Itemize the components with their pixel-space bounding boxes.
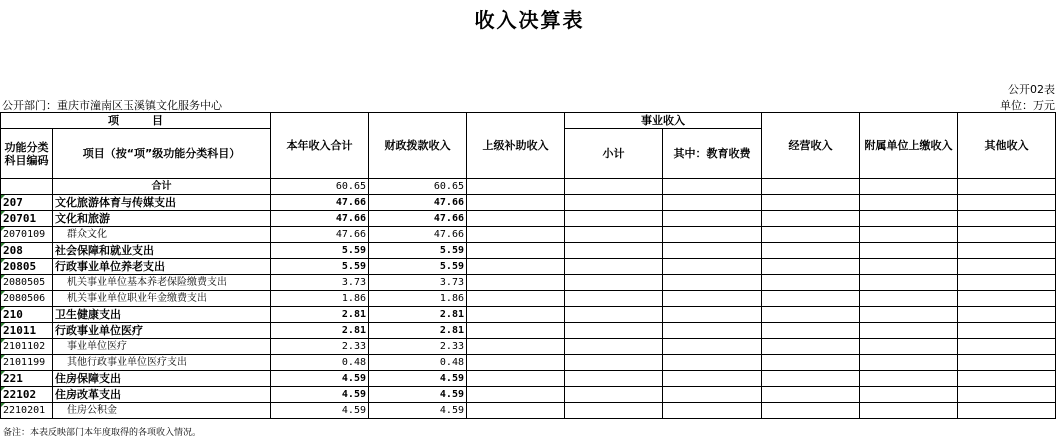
empty-cell [663, 291, 762, 307]
form-number: 公开02表 [1008, 83, 1055, 96]
row-total: 2.81 [271, 307, 369, 323]
footnote: 备注：本表反映部门本年度取得的各项收入情况。 [3, 428, 202, 438]
row-total: 2.81 [271, 323, 369, 339]
empty-cell [565, 195, 663, 211]
empty-cell [762, 307, 860, 323]
empty-cell [860, 259, 958, 275]
empty-cell [958, 403, 1056, 419]
table-body [1, 195, 1056, 419]
table-row [1, 323, 1056, 339]
empty-cell [762, 355, 860, 371]
empty-cell [663, 403, 762, 419]
empty-cell [860, 387, 958, 403]
row-name: 住房保障支出 [53, 371, 271, 387]
department-label: 公开部门：重庆市潼南区玉溪镇文化服务中心 [2, 99, 222, 112]
table-row [1, 195, 1056, 211]
empty-cell [762, 211, 860, 227]
row-name: 卫生健康支出 [53, 307, 271, 323]
row-fiscal: 4.59 [369, 387, 467, 403]
total-fiscal: 60.65 [369, 179, 467, 195]
row-total: 47.66 [271, 211, 369, 227]
table-row [1, 227, 1056, 243]
empty-cell [860, 291, 958, 307]
empty-cell [958, 371, 1056, 387]
row-code: 2210201 [1, 403, 53, 419]
row-code: 2080506 [1, 291, 53, 307]
empty-cell [565, 323, 663, 339]
row-name: 住房公积金 [53, 403, 271, 419]
row-code: 20701 [1, 211, 53, 227]
empty-cell [958, 275, 1056, 291]
empty-cell [860, 339, 958, 355]
table-row [1, 307, 1056, 323]
empty-cell [860, 403, 958, 419]
row-name: 住房改革支出 [53, 387, 271, 403]
empty-cell [663, 227, 762, 243]
row-total: 5.59 [271, 243, 369, 259]
row-name: 社会保障和就业支出 [53, 243, 271, 259]
header-other: 其他收入 [958, 113, 1056, 179]
row-name: 机关事业单位职业年金缴费支出 [53, 291, 271, 307]
empty-cell [565, 371, 663, 387]
row-name: 机关事业单位基本养老保险缴费支出 [53, 275, 271, 291]
empty-cell [467, 403, 565, 419]
row-fiscal: 5.59 [369, 243, 467, 259]
row-fiscal: 1.86 [369, 291, 467, 307]
empty-cell [762, 227, 860, 243]
unit-label: 单位：万元 [1000, 99, 1055, 112]
empty-cell [860, 371, 958, 387]
empty-cell [565, 387, 663, 403]
empty-cell [762, 339, 860, 355]
empty-cell [860, 243, 958, 259]
empty-cell [762, 403, 860, 419]
row-code: 221 [1, 371, 53, 387]
empty-cell [762, 259, 860, 275]
empty-cell [467, 323, 565, 339]
table-row [1, 291, 1056, 307]
table-row [1, 211, 1056, 227]
row-code: 2070109 [1, 227, 53, 243]
total-amount: 60.65 [271, 179, 369, 195]
row-total: 1.86 [271, 291, 369, 307]
empty-cell [762, 387, 860, 403]
header-code: 功能分类科目编码 [1, 129, 53, 179]
table-row [1, 403, 1056, 419]
income-table [0, 112, 1056, 419]
empty-cell [663, 387, 762, 403]
empty-cell [860, 307, 958, 323]
row-fiscal: 47.66 [369, 227, 467, 243]
row-total: 2.33 [271, 339, 369, 355]
empty-cell [467, 195, 565, 211]
table-row [1, 371, 1056, 387]
empty-cell [762, 275, 860, 291]
empty-cell [467, 291, 565, 307]
header-affiliated: 附属单位上缴收入 [860, 113, 958, 179]
table-row [1, 355, 1056, 371]
row-total: 3.73 [271, 275, 369, 291]
empty-cell [860, 323, 958, 339]
report-title: 收入决算表 [474, 8, 585, 32]
header-name: 项目（按“项”级功能分类科目） [53, 129, 271, 179]
row-fiscal: 3.73 [369, 275, 467, 291]
row-total: 4.59 [271, 403, 369, 419]
empty-cell [958, 195, 1056, 211]
header-item: 项 目 [1, 113, 271, 129]
empty-cell [467, 339, 565, 355]
empty-cell [565, 275, 663, 291]
row-total: 47.66 [271, 195, 369, 211]
row-code: 22102 [1, 387, 53, 403]
empty-cell [663, 323, 762, 339]
row-fiscal: 47.66 [369, 195, 467, 211]
empty-cell [663, 339, 762, 355]
row-fiscal: 47.66 [369, 211, 467, 227]
empty-cell [467, 387, 565, 403]
empty-cell [565, 355, 663, 371]
empty-cell [467, 307, 565, 323]
empty-cell [565, 307, 663, 323]
table-row [1, 275, 1056, 291]
row-code: 2080505 [1, 275, 53, 291]
row-name: 文化和旅游 [53, 211, 271, 227]
empty-cell [958, 323, 1056, 339]
empty-cell [958, 387, 1056, 403]
empty-cell [860, 275, 958, 291]
header-business: 事业收入 [565, 113, 762, 129]
empty-cell [565, 211, 663, 227]
empty-cell [958, 339, 1056, 355]
empty-cell [958, 243, 1056, 259]
row-code: 2101102 [1, 339, 53, 355]
empty-cell [958, 307, 1056, 323]
empty-cell [565, 259, 663, 275]
empty-cell [762, 243, 860, 259]
empty-cell [958, 355, 1056, 371]
row-total: 47.66 [271, 227, 369, 243]
row-code: 2101199 [1, 355, 53, 371]
empty-cell [565, 243, 663, 259]
empty-cell [663, 275, 762, 291]
empty-cell [467, 227, 565, 243]
empty-cell [467, 243, 565, 259]
empty-cell [663, 211, 762, 227]
row-fiscal: 5.59 [369, 259, 467, 275]
table-row [1, 259, 1056, 275]
empty-cell [860, 195, 958, 211]
empty-cell [467, 355, 565, 371]
empty-cell [565, 403, 663, 419]
row-name: 行政事业单位医疗 [53, 323, 271, 339]
empty-cell [958, 259, 1056, 275]
row-name: 事业单位医疗 [53, 339, 271, 355]
empty-cell [565, 291, 663, 307]
empty-cell [565, 227, 663, 243]
header-edu: 其中：教育收费 [663, 129, 762, 179]
empty-cell [467, 275, 565, 291]
empty-cell [565, 339, 663, 355]
row-code: 20805 [1, 259, 53, 275]
row-fiscal: 4.59 [369, 371, 467, 387]
table-row [1, 339, 1056, 355]
empty-cell [860, 227, 958, 243]
table-row [1, 243, 1056, 259]
row-code: 207 [1, 195, 53, 211]
header-operating: 经营收入 [762, 113, 860, 179]
table-row [1, 387, 1056, 403]
header-subtotal: 小计 [565, 129, 663, 179]
row-fiscal: 4.59 [369, 403, 467, 419]
empty-cell [467, 371, 565, 387]
empty-cell [762, 195, 860, 211]
empty-cell [663, 371, 762, 387]
empty-cell [467, 211, 565, 227]
total-row [1, 179, 1056, 195]
empty-cell [663, 195, 762, 211]
row-name: 文化旅游体育与传媒支出 [53, 195, 271, 211]
header-superior: 上级补助收入 [467, 113, 565, 179]
row-total: 5.59 [271, 259, 369, 275]
empty-cell [762, 371, 860, 387]
row-total: 4.59 [271, 371, 369, 387]
empty-cell [467, 259, 565, 275]
row-total: 0.48 [271, 355, 369, 371]
row-fiscal: 2.81 [369, 307, 467, 323]
empty-cell [663, 259, 762, 275]
empty-cell [958, 227, 1056, 243]
header-fiscal: 财政拨款收入 [369, 113, 467, 179]
row-code: 208 [1, 243, 53, 259]
empty-cell [663, 355, 762, 371]
row-name: 行政事业单位养老支出 [53, 259, 271, 275]
empty-cell [958, 291, 1056, 307]
empty-cell [663, 307, 762, 323]
empty-cell [860, 211, 958, 227]
empty-cell [663, 243, 762, 259]
row-fiscal: 0.48 [369, 355, 467, 371]
row-fiscal: 2.33 [369, 339, 467, 355]
header-total: 本年收入合计 [271, 113, 369, 179]
row-name: 其他行政事业单位医疗支出 [53, 355, 271, 371]
empty-cell [958, 211, 1056, 227]
empty-cell [860, 355, 958, 371]
total-label: 合计 [53, 179, 271, 195]
empty-cell [762, 291, 860, 307]
row-total: 4.59 [271, 387, 369, 403]
row-code: 210 [1, 307, 53, 323]
empty-cell [762, 323, 860, 339]
row-name: 群众文化 [53, 227, 271, 243]
row-fiscal: 2.81 [369, 323, 467, 339]
row-code: 21011 [1, 323, 53, 339]
